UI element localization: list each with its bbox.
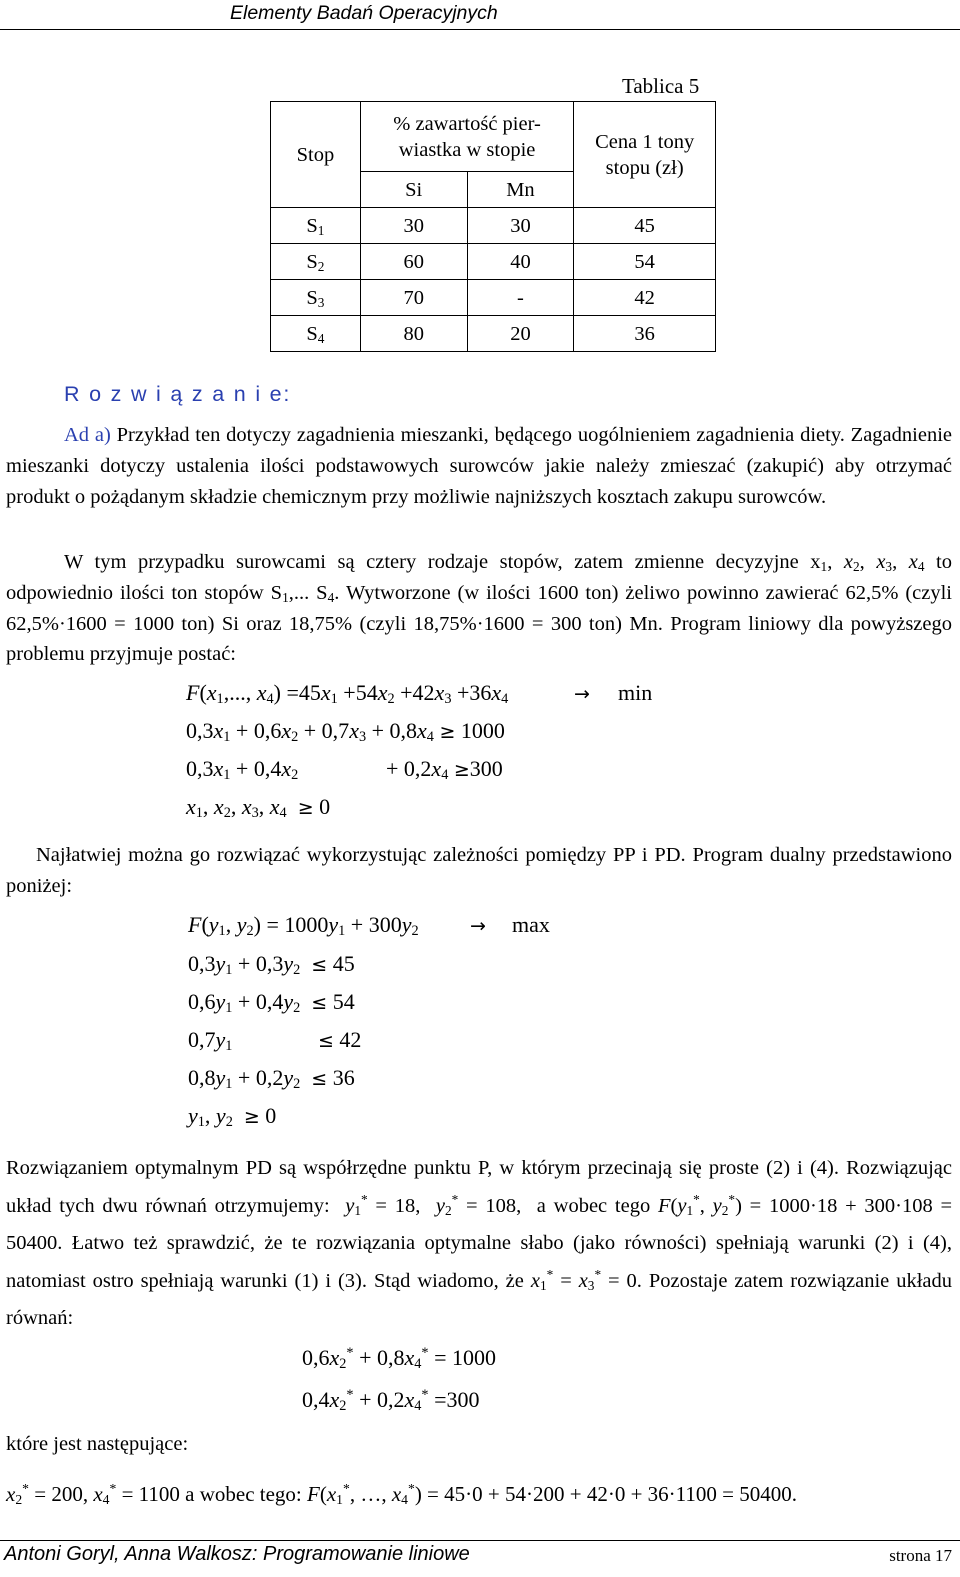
paragraph-result-intro: które jest następujące:	[6, 1433, 189, 1455]
system-equation-2: $0,4x_2^* + 0,2x_4^* =300$	[302, 1387, 480, 1414]
dual-constraint-2: $0,6y_1 + 0,4y_2 \le 54$	[188, 989, 355, 1016]
mn-value: 30	[467, 208, 574, 244]
paragraph-solution: Rozwiązaniem optymalnym PD są współrzędne punktu P, w którym przecinają się proste (2) i (4). Rozwiązując układ tych dwu równań otrzymujemy: $y_1^* = 18$, $y_2^* = 108$, a wobec tego $F(y_1^*$, $y_2^*) = 1000\cdot 18 + 300\cdot 108 = 50400$. Łatwo też sprawdzić, że te rozwiązania optymalne słabo (jako równości) spełniają warunki (2) i (4), natomiast ostro spełniają warunki (1) i (3). Stąd wiadomo, że $x_1^* = x_3^* = 0$. Pozostaje zatem rozwiązanie układu równań:	[6, 1157, 953, 1330]
solution-heading: R o z w i ą z a n i e:	[64, 382, 292, 406]
header-mn: Mn	[467, 172, 574, 208]
price-value: 42	[574, 280, 716, 316]
primal-constraint-1: $0,3x_1 + 0,6x_2 + 0,7x_3 + 0,8x_4 \ge 1000$	[186, 718, 505, 745]
system-equation-1: $0,6x_2^* + 0,8x_4^* = 1000$	[302, 1345, 496, 1372]
paragraph-model: W tym przypadku surowcami są cztery rodzaje stopów, zatem zmienne decyzyjne $x_1$, $x_2$, $x_3$, $x_4$ to odpowiednio ilości ton stopów $S_1$,... $S_4$. Wytworzone (w ilości 1600 ton) żeliwo powinno zawierać 62,5% (czyli 62,5%·1600 = 1000 ton) Si oraz 18,75% (czyli 18,75%·1600 = 300 ton) Mn. Program liniowy dla powyższego problemu przyjmuje postać:	[6, 551, 953, 666]
si-value: 80	[360, 316, 467, 352]
header-price-line2: stopu (zł)	[605, 156, 684, 179]
part-label: Ad a)	[64, 424, 111, 446]
header-stop: Stop	[271, 102, 361, 208]
primal-nonnegativity: $x_1$, $x_2$, $x_3$, $x_4 \ge 0$	[186, 794, 331, 821]
mn-value: 20	[467, 316, 574, 352]
dual-constraint-3-right: ≤ 42	[318, 1027, 362, 1052]
table-row	[271, 244, 716, 280]
stop-name: $S_1$	[271, 208, 361, 244]
arrow-icon: →	[470, 915, 486, 937]
primal-constraint-2-right: + $0,2x_4 \ge 300$	[386, 756, 503, 783]
si-value: 30	[360, 208, 467, 244]
table-caption: Tablica 5	[622, 74, 700, 98]
stop-name: $S_4$	[271, 316, 361, 352]
table-row	[271, 280, 716, 316]
paragraph-intro: Ad a) Przykład ten dotyczy zagadnienia mieszanki, będącego uogólnieniem zagadnienia diety. Zagadnienie mieszanki dotyczy ustalenia ilości podstawowych surowców jakie należy zmieszać (zakupić) aby otrzymać produkt o pożądanym składzie chemicznym przy możliwie najniższych kosztach zakupu surowców.	[6, 424, 952, 508]
page-number: strona 17	[889, 1546, 952, 1565]
header-percent-content	[360, 102, 574, 172]
si-value: 70	[360, 280, 467, 316]
dual-direction: max	[512, 912, 550, 937]
price-value: 54	[574, 244, 716, 280]
primal-objective: $F(x_1$,..., $x_4) =45x_1 +54x_2 +42x_3 +36x_4$	[186, 680, 509, 707]
primal-direction: min	[618, 680, 653, 705]
running-header: Elementy Badań Operacyjnych	[230, 2, 498, 24]
primal-constraint-2-left: $0,3x_1 + 0,4x_2$	[186, 756, 299, 783]
alloy-table	[270, 101, 716, 352]
dual-constraint-3-left: $0,7y_1$	[188, 1027, 233, 1054]
paragraph-dual-intro: Najłatwiej można go rozwiązać wykorzystując zależności pomiędzy PP i PD. Program dualny przedstawiono poniżej:	[6, 844, 952, 897]
arrow-icon: →	[574, 683, 590, 705]
table-row	[271, 316, 716, 352]
stop-name: $S_2$	[271, 244, 361, 280]
header-percent-line1: % zawartość pier-	[393, 112, 541, 135]
dual-constraint-4: $0,8y_1 + 0,2y_2 \le 36$	[188, 1065, 355, 1092]
footer-authors: Antoni Goryl, Anna Walkosz: Programowanie liniowe	[4, 1543, 470, 1565]
mn-value: 40	[467, 244, 574, 280]
price-value: 45	[574, 208, 716, 244]
dual-nonnegativity: $y_1$, $y_2 \ge 0$	[188, 1103, 277, 1130]
header-rule	[0, 29, 960, 30]
header-price	[574, 102, 716, 208]
dual-constraint-1: $0,3y_1 + 0,3y_2 \le 45$	[188, 951, 355, 978]
footer-rule	[0, 1540, 960, 1541]
header-percent-line2: wiastka w stopie	[398, 138, 536, 161]
stop-name: $S_3$	[271, 280, 361, 316]
mn-value: -	[467, 280, 574, 316]
table-row	[271, 208, 716, 244]
dual-objective: $F(y_1$, $y_2) = 1000y_1 + 300y_2$	[188, 912, 419, 939]
header-price-line1: Cena 1 tony	[595, 130, 695, 153]
price-value: 36	[574, 316, 716, 352]
final-result: $x_2^* = 200$, $x_4^* = 1100$ a wobec tego: $F(x_1^*$, …, $x_4^*) = 45\cdot 0 + 54\cdot 200 + 42\cdot 0 + 36\cdot 1100 = 50400$.	[6, 1481, 797, 1507]
header-si: Si	[360, 172, 467, 208]
si-value: 60	[360, 244, 467, 280]
